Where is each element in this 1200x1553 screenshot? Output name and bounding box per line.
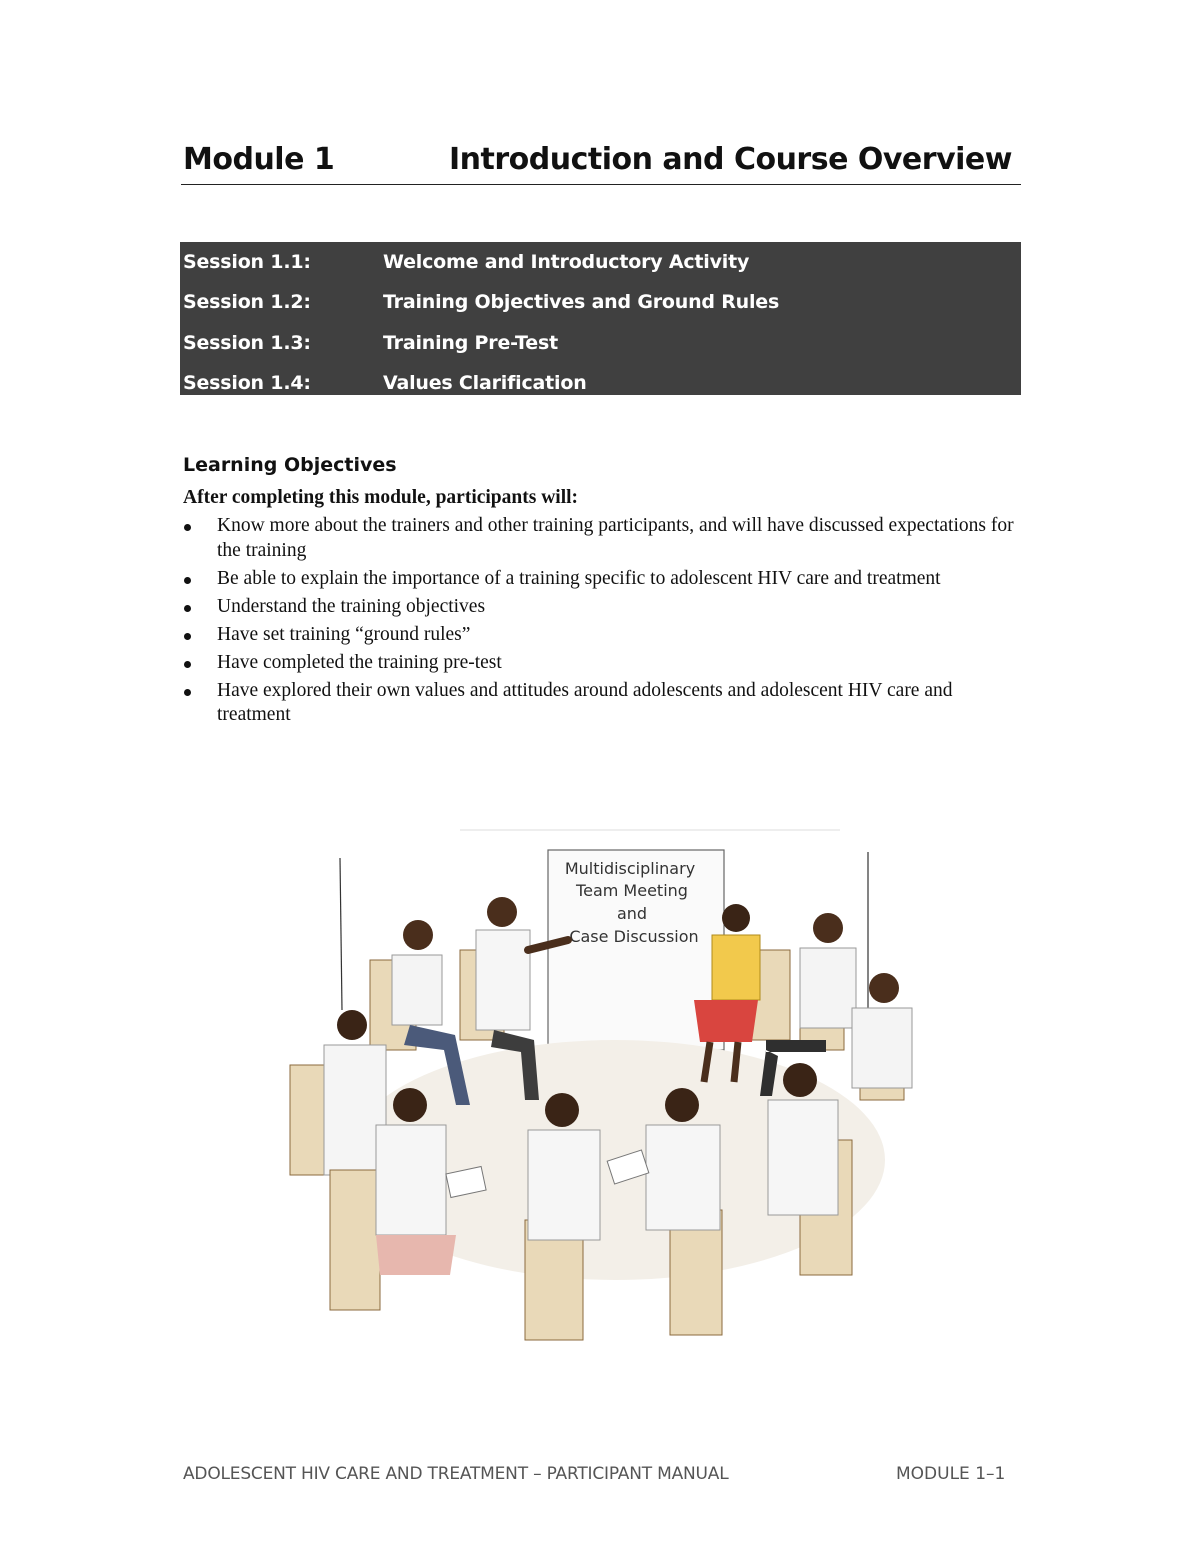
bullet-icon — [184, 689, 191, 696]
white-coat — [392, 955, 442, 1025]
module-title: Introduction and Course Overview — [449, 142, 1012, 177]
list-item-text: Understand the training objectives — [217, 595, 486, 617]
board-text: Team Meeting — [576, 881, 688, 900]
bullet-icon — [184, 633, 191, 640]
chair — [330, 1170, 380, 1310]
session-name: Training Objectives and Ground Rules — [383, 291, 780, 313]
session-name: Values Clarification — [383, 372, 587, 394]
footer-page-number: MODULE 1–1 — [896, 1464, 1006, 1484]
list-item — [183, 651, 1023, 676]
white-coat — [476, 930, 530, 1030]
list-item-text: Be able to explain the importance of a training specific to adolescent HIV care and treatment — [217, 567, 941, 589]
module-label: Module 1 — [183, 142, 335, 177]
bullet-icon — [184, 661, 191, 668]
module-header — [181, 142, 1021, 185]
list-item-text: Know more about the trainers and other training participants, and will have discussed expectations for the training — [217, 515, 1014, 561]
session-row — [180, 326, 1021, 364]
white-coat — [800, 948, 856, 1028]
session-name: Training Pre-Test — [383, 332, 558, 354]
sessions-table — [180, 242, 1021, 395]
head — [545, 1093, 579, 1127]
session-row — [180, 285, 1021, 323]
team-meeting-illustration — [280, 800, 950, 1350]
list-item-text: Have set training “ground rules” — [217, 623, 471, 645]
white-uniform — [528, 1130, 600, 1240]
head — [393, 1088, 427, 1122]
list-item-text: Have completed the training pre-test — [217, 651, 502, 673]
list-item — [183, 623, 1023, 648]
white-coat — [852, 1008, 912, 1088]
list-item — [183, 595, 1023, 620]
list-item — [183, 679, 1023, 728]
list-item — [183, 567, 1023, 592]
list-item — [183, 514, 1023, 563]
session-number: Session 1.4: — [183, 372, 311, 394]
head — [722, 904, 750, 932]
board-text: and — [616, 904, 648, 923]
red-skirt — [694, 1000, 758, 1042]
pink-skirt — [376, 1235, 456, 1275]
bullet-icon — [184, 605, 191, 612]
learning-objectives-heading: Learning Objectives — [183, 454, 397, 476]
head — [813, 913, 843, 943]
session-number: Session 1.1: — [183, 251, 311, 273]
session-row — [180, 245, 1021, 283]
head — [487, 897, 517, 927]
white-uniform — [376, 1125, 446, 1235]
learning-objectives-list — [183, 514, 1023, 731]
wall-line-left — [340, 858, 342, 1010]
footer-manual-title: ADOLESCENT HIV CARE AND TREATMENT – PARTICIPANT MANUAL — [183, 1464, 729, 1484]
head — [403, 920, 433, 950]
list-item-text: Have explored their own values and attitudes around adolescents and adolescent HIV care and treatment — [217, 679, 953, 725]
session-number: Session 1.2: — [183, 291, 311, 313]
session-name: Welcome and Introductory Activity — [383, 251, 750, 273]
learning-objectives-intro: After completing this module, participants will: — [183, 487, 579, 508]
bullet-icon — [184, 524, 191, 531]
board-text: Case Discussion — [569, 927, 699, 946]
head — [869, 973, 899, 1003]
white-coat — [646, 1125, 720, 1230]
head — [337, 1010, 367, 1040]
yellow-shirt — [712, 935, 760, 1000]
white-uniform — [768, 1100, 838, 1215]
bullet-icon — [184, 577, 191, 584]
person-front-center — [525, 1093, 600, 1340]
head — [665, 1088, 699, 1122]
session-row — [180, 366, 1021, 404]
board-text: Multidisciplinary — [564, 859, 696, 878]
person-right — [852, 973, 912, 1100]
head — [783, 1063, 817, 1097]
session-number: Session 1.3: — [183, 332, 311, 354]
